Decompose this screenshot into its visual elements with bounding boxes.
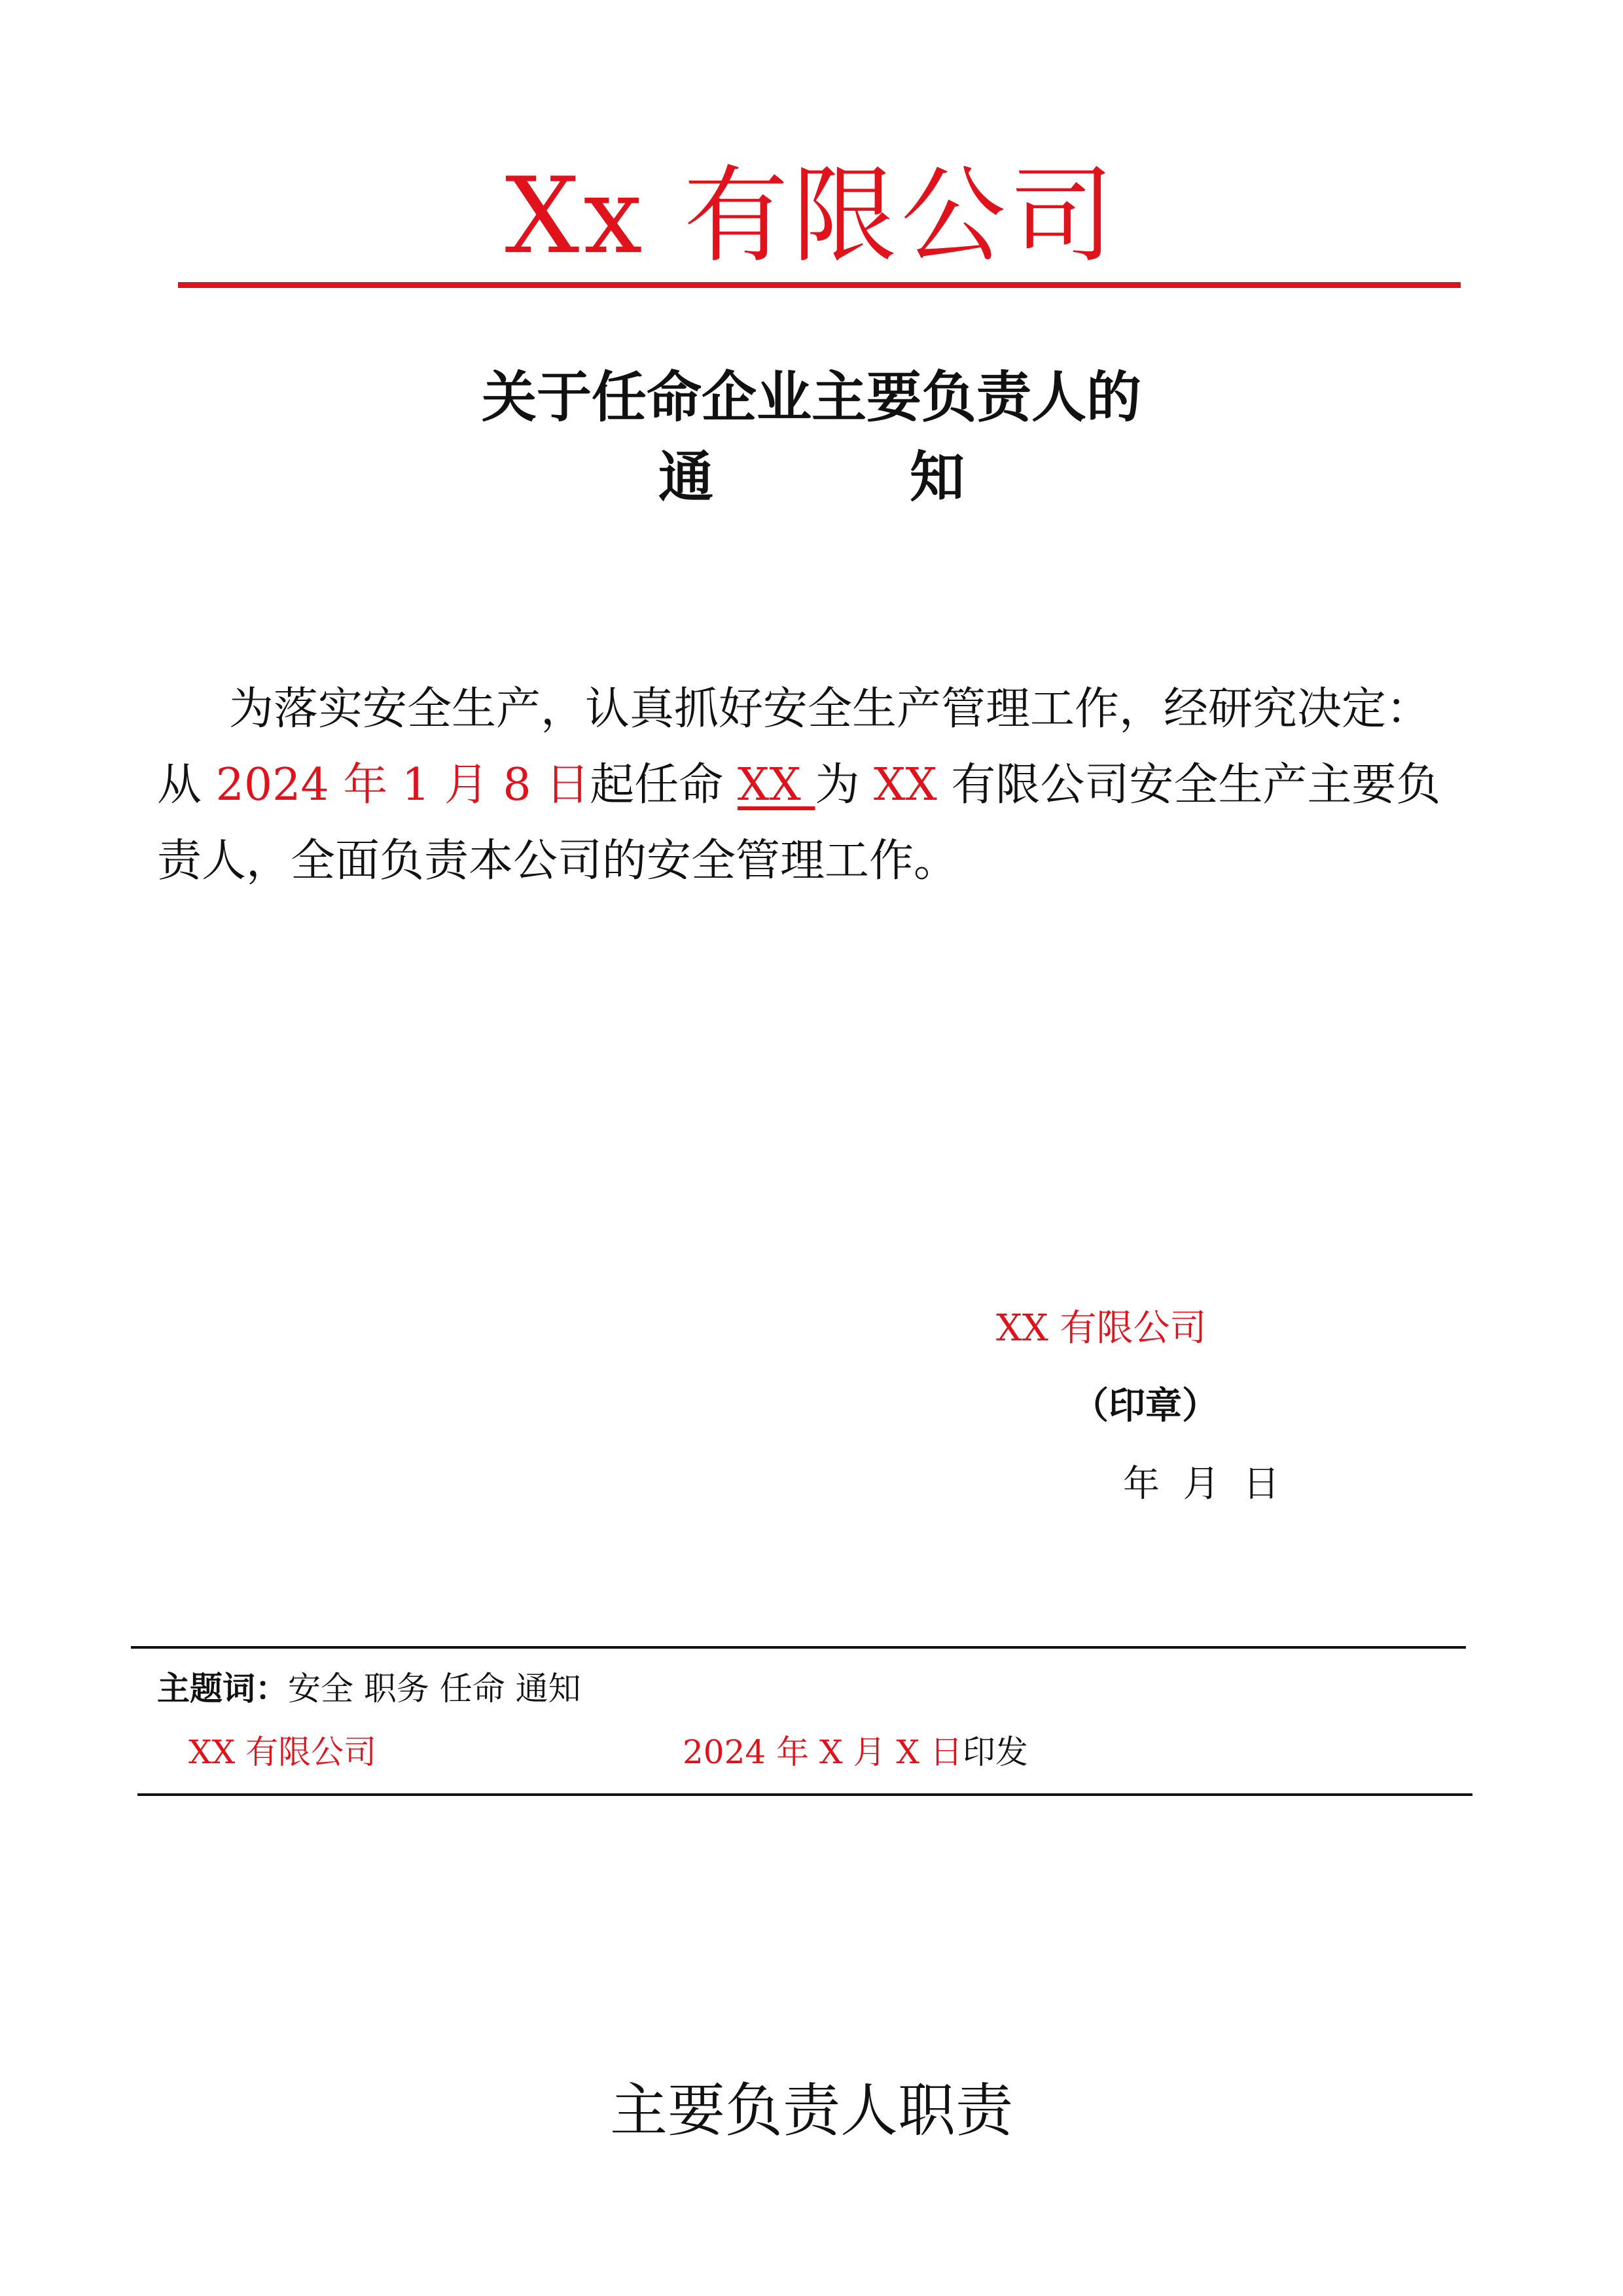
notice-title-line2: [0, 441, 1623, 513]
keywords-value: 安全 职务 任命 通知: [288, 1670, 581, 1708]
paragraph-prefix: 从: [157, 759, 216, 811]
signature-seal: （印章）: [1072, 1384, 1219, 1427]
paragraph-line-1: 为落实安全生产，认真抓好安全生产管理工作，经研究决定：: [229, 683, 1431, 735]
paragraph-mid2: 为: [815, 759, 874, 811]
footer-bottom-rule: [137, 1793, 1472, 1796]
appointment-date: 2024 年 1 月 8 日: [215, 759, 590, 811]
company-masthead: Xx 有限公司: [505, 154, 1118, 277]
company-name-inline: XX: [873, 759, 937, 811]
masthead-red-rule: [178, 282, 1461, 288]
keywords-row: [157, 1666, 581, 1712]
issue-date-row: [683, 1729, 1028, 1775]
appointee-name: XX: [737, 759, 815, 811]
paragraph-mid: 起任命: [590, 759, 738, 811]
issue-suffix: 印发: [962, 1733, 1028, 1771]
keywords-label: 主题词：: [157, 1669, 288, 1708]
responsibilities-title: 主要负责人职责: [609, 2077, 1013, 2144]
notice-title-char-2: 知: [910, 444, 965, 509]
paragraph-suffix: 有限公司安全生产主要负: [936, 759, 1441, 811]
signature-date: 年 月 日: [1123, 1463, 1280, 1505]
issue-date: 2024 年 X 月 X 日: [683, 1733, 963, 1771]
paragraph-line-2: [157, 756, 1440, 815]
notice-title-char-1: 通: [658, 444, 713, 509]
issuer-name: XX 有限公司: [188, 1733, 377, 1771]
signature-company: XX 有限公司: [996, 1307, 1207, 1350]
footer-top-rule: [131, 1646, 1466, 1649]
paragraph-line-3: 责人，全面负责本公司的安全管理工作。: [157, 835, 959, 887]
notice-title-line1: 关于任命企业主要负责人的: [481, 365, 1141, 429]
